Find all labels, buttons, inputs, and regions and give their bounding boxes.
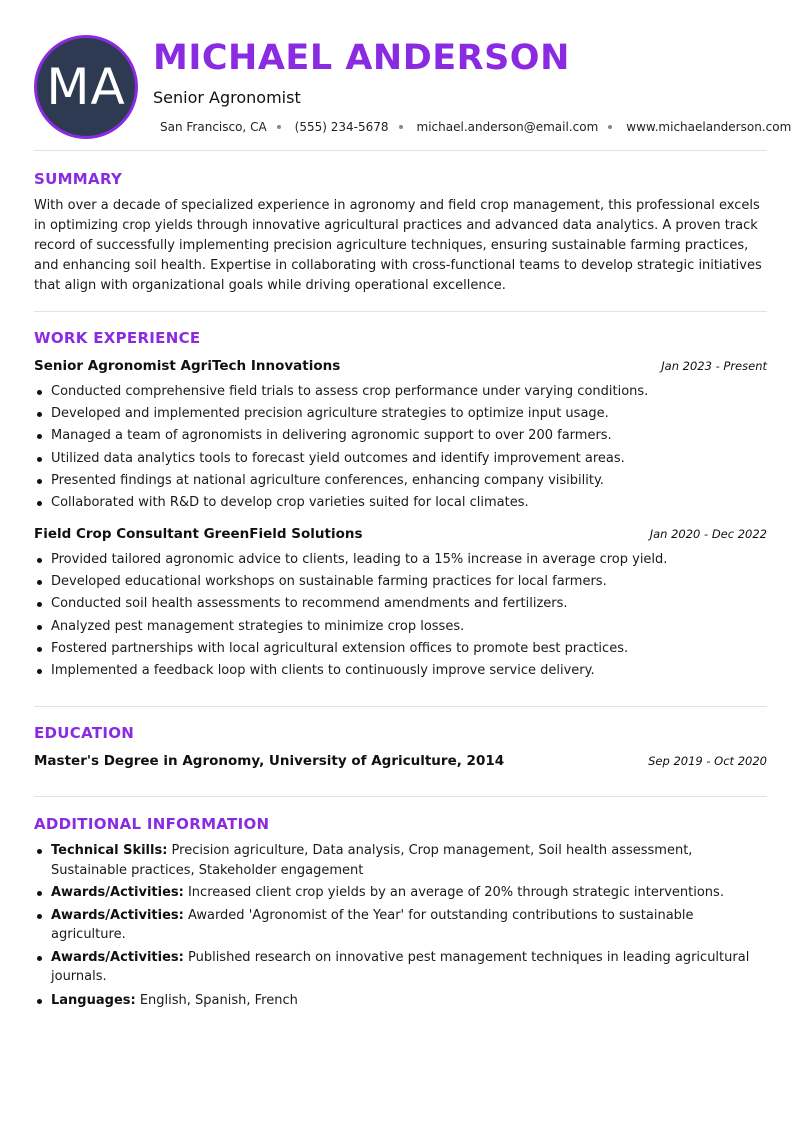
info-text: Published research on innovative pest management techniques in leading agricultural journals. xyxy=(51,949,750,984)
list-item: Conducted comprehensive field trials to assess crop performance under varying conditions. xyxy=(34,381,767,403)
job-dates: Jan 2020 - Dec 2022 xyxy=(649,527,767,541)
info-label: Technical Skills: xyxy=(51,843,168,858)
avatar-initials: MA xyxy=(46,58,126,116)
list-item: Developed and implemented precision agriculture strategies to optimize input usage. xyxy=(34,403,767,425)
list-item: Utilized data analytics tools to forecast yield outcomes and identify improvement areas. xyxy=(34,448,767,470)
contact-email[interactable]: michael.anderson@email.com xyxy=(416,120,599,134)
education-dates: Sep 2019 - Oct 2020 xyxy=(648,754,767,768)
separator-dot-icon xyxy=(608,125,612,129)
summary-heading: SUMMARY xyxy=(34,170,123,188)
job-bullet-list xyxy=(34,549,767,682)
summary-divider xyxy=(34,311,767,312)
list-item: Implemented a feedback loop with clients to continuously improve service delivery. xyxy=(34,660,767,682)
info-text: Precision agriculture, Data analysis, Crop management, Soil health assessment, Sustainable practices, Stakeholder engagement xyxy=(51,843,693,878)
info-text: English, Spanish, French xyxy=(135,992,298,1008)
list-item: Managed a team of agronomists in delivering agronomic support to over 200 farmers. xyxy=(34,425,767,447)
job-role: Field Crop Consultant GreenField Solutions xyxy=(34,526,363,542)
list-item xyxy=(34,883,767,903)
separator-dot-icon xyxy=(399,125,403,129)
info-label: Awards/Activities: xyxy=(51,885,184,900)
education-divider xyxy=(34,796,767,797)
additional-info-heading: ADDITIONAL INFORMATION xyxy=(34,815,270,833)
list-item xyxy=(34,906,767,945)
candidate-title: Senior Agronomist xyxy=(153,88,301,107)
education-row xyxy=(34,753,767,769)
work-experience-heading: WORK EXPERIENCE xyxy=(34,329,201,347)
list-item: Conducted soil health assessments to recommend amendments and fertilizers. xyxy=(34,593,767,615)
list-item: Presented findings at national agriculture conferences, enhancing company visibility. xyxy=(34,470,767,492)
candidate-name: MICHAEL ANDERSON xyxy=(153,38,570,78)
header-divider xyxy=(34,150,767,151)
job-header xyxy=(34,358,767,374)
experience-divider xyxy=(34,706,767,707)
avatar xyxy=(34,35,138,139)
info-label: Awards/Activities: xyxy=(51,907,184,923)
separator-dot-icon xyxy=(277,125,281,129)
list-item: Provided tailored agronomic advice to clients, leading to a 15% increase in average crop yield. xyxy=(34,549,767,571)
contact-phone: (555) 234-5678 xyxy=(294,120,389,134)
job-header xyxy=(34,526,767,542)
contact-location: San Francisco, CA xyxy=(160,120,267,134)
job-dates: Jan 2023 - Present xyxy=(661,359,767,373)
job-role: Senior Agronomist AgriTech Innovations xyxy=(34,358,341,374)
list-item xyxy=(34,991,767,1011)
contact-line xyxy=(160,120,791,134)
list-item: Fostered partnerships with local agricultural extension offices to promote best practices. xyxy=(34,638,767,660)
list-item xyxy=(34,948,767,987)
job-bullet-list xyxy=(34,381,767,514)
list-item: Analyzed pest management strategies to minimize crop losses. xyxy=(34,616,767,638)
info-text: Increased client crop yields by an average of 20% through strategic interventions. xyxy=(183,885,724,900)
education-degree: Master's Degree in Agronomy, University of Agriculture, 2014 xyxy=(34,753,505,769)
additional-info-list xyxy=(34,841,767,1013)
list-item: Collaborated with R&D to develop crop varieties suited for local climates. xyxy=(34,492,767,514)
list-item xyxy=(34,841,767,880)
summary-text: With over a decade of specialized experience in agronomy and field crop management, this professional excels in optimizing crop yields through innovative agricultural practices and advanced data analytics. A proven track record of successfully implementing precision agriculture techniques, ensuring sustainable farming practices, and enhancing soil health. Expertise in collaborating with cross-functional teams to develop strategic initiatives that align with organizational goals while driving operational excellence. xyxy=(34,198,762,293)
info-label: Languages: xyxy=(51,992,136,1008)
info-label: Awards/Activities: xyxy=(51,949,184,965)
info-text: Awarded 'Agronomist of the Year' for outstanding contributions to sustainable agriculture. xyxy=(51,907,694,942)
list-item: Developed educational workshops on sustainable farming practices for local farmers. xyxy=(34,571,767,593)
contact-website[interactable]: www.michaelanderson.com xyxy=(626,120,792,134)
education-heading: EDUCATION xyxy=(34,724,135,742)
